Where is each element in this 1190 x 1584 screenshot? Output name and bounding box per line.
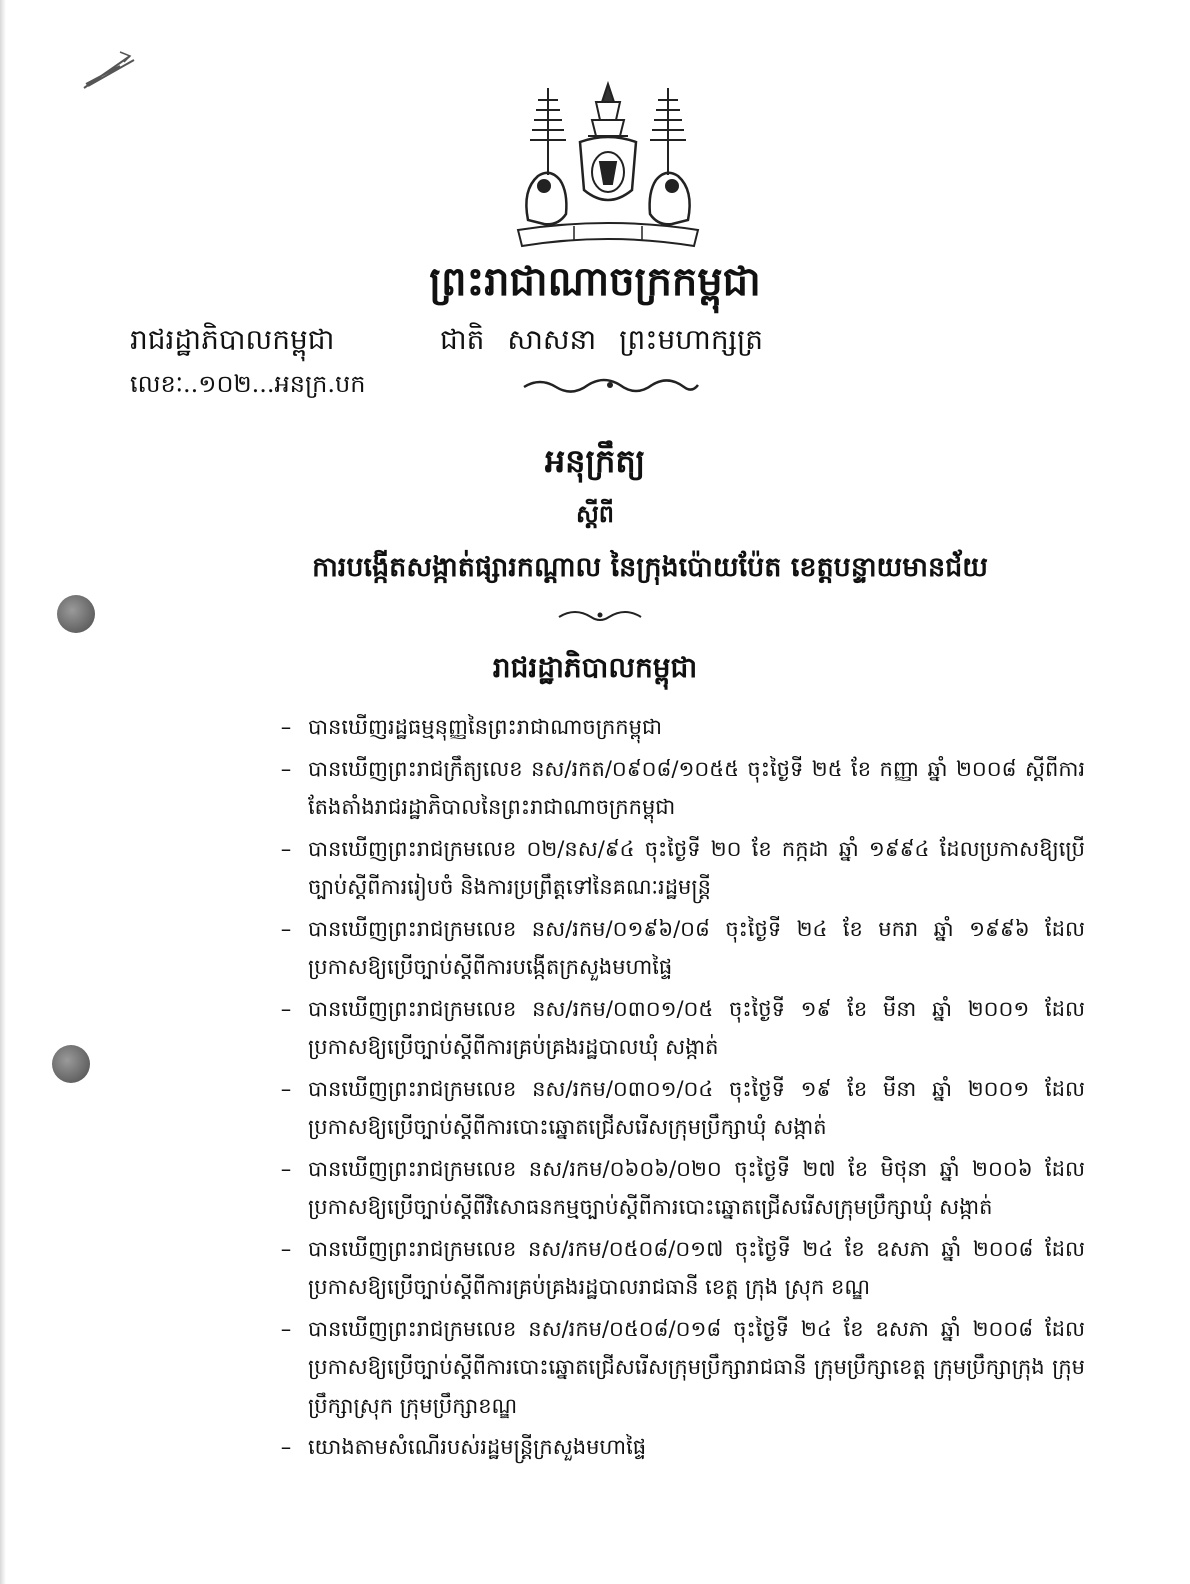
preamble-clause: – បានឃើញព្រះរាជក្រមលេខ ០២/នស/៩៤ ចុះថ្ងៃទី ២០ ខែ កក្កដា ឆ្នាំ ១៩៩៤ ដែលប្រកាសឱ្យប្រើច្បាប់ស្តីពីការរៀបចំ និងការប្រព្រឹត្តទៅនៃគណៈរដ្ឋមន្ត្រី xyxy=(275,830,1085,907)
scan-edge-shadow xyxy=(0,0,6,1584)
dash-bullet-icon: – xyxy=(280,1076,292,1101)
government-name: រាជរដ្ឋាភិបាលកម្ពុជា xyxy=(130,323,335,356)
ornament-divider-icon xyxy=(520,373,700,397)
document-subject: ការបង្កើតសង្កាត់ផ្សារកណ្តាល នៃក្រុងប៉ោយប៉ែត ខេត្តបន្ទាយមានជ័យ xyxy=(312,552,988,583)
dash-bullet-icon: – xyxy=(280,715,292,739)
preamble-clause-list xyxy=(275,708,1085,1470)
preamble-clause: – បានឃើញព្រះរាជក្រមលេខ នស/រកម/០៣០១/០៤ ចុះថ្ងៃទី ១៩ ខែ មីនា ឆ្នាំ ២០០១ ដែលប្រកាសឱ្យប្រើច្បាប់ស្តីពីការបោះឆ្នោតជ្រើសរើសក្រុមប្រឹក្សាឃុំ សង្កាត់ xyxy=(275,1070,1085,1147)
preamble-clause: – យោងតាមសំណើរបស់រដ្ឋមន្ត្រីក្រសួងមហាផ្ទៃ xyxy=(275,1428,1085,1467)
preamble-clause: – បានឃើញព្រះរាជក្រមលេខ នស/រកម/០៣០១/០៥ ចុះថ្ងៃទី ១៩ ខែ មីនា ឆ្នាំ ២០០១ ដែលប្រកាសឱ្យប្រើច្បាប់ស្តីពីការគ្រប់គ្រងរដ្ឋបាលឃុំ សង្កាត់ xyxy=(275,990,1085,1067)
dash-bullet-icon: – xyxy=(280,916,292,941)
preamble-clause: – បានឃើញរដ្ឋធម្មនុញ្ញនៃព្រះរាជាណាចក្រកម្ពុជា xyxy=(275,708,1085,747)
pen-mark xyxy=(80,48,140,93)
dash-bullet-icon: – xyxy=(280,1435,292,1459)
preamble-clause: – បានឃើញព្រះរាជក្រឹត្យលេខ នស/រកត/០៩០៨/១០៥៥ ចុះថ្ងៃទី ២៥ ខែ កញ្ញា ឆ្នាំ ២០០៨ ស្តីពីការតែងតាំងរាជរដ្ឋាភិបាលនៃព្រះរាជាណាចក្រកម្ពុជា xyxy=(275,750,1085,827)
royal-coat-of-arms-icon xyxy=(508,80,708,250)
issuing-authority: រាជរដ្ឋាភិបាលកម្ពុជា xyxy=(492,651,698,684)
preamble-clause: – បានឃើញព្រះរាជក្រមលេខ នស/រកម/០៥០៨/០១៨ ចុះថ្ងៃទី ២៤ ខែ ឧសភា ឆ្នាំ ២០០៨ ដែលប្រកាសឱ្យប្រើច្បាប់ស្តីពីការបោះឆ្នោតជ្រើសរើសក្រុមប្រឹក្សារាជធានី ក្រុមប្រឹក្សាខេត្ត ក្រុមប្រឹក្សាក្រុង ក្រុមប្រឹក្សាស្រុក ក្រុមប្រឹក្សាខណ្ឌ xyxy=(275,1310,1085,1426)
dash-bullet-icon: – xyxy=(280,996,292,1021)
preamble-clause: – បានឃើញព្រះរាជក្រមលេខ នស/រកម/០៥០៨/០១៧ ចុះថ្ងៃទី ២៤ ខែ ឧសភា ឆ្នាំ ២០០៨ ដែលប្រកាសឱ្យប្រើច្បាប់ស្តីពីការគ្រប់គ្រងរដ្ឋបាលរាជធានី ខេត្ត ក្រុង ស្រុក ខណ្ឌ xyxy=(275,1230,1085,1307)
small-ornament-icon xyxy=(555,605,645,625)
dash-bullet-icon: – xyxy=(280,1156,292,1181)
dash-bullet-icon: – xyxy=(280,836,292,861)
kingdom-title: ព្រះរាជាណាចក្រកម្ពុជា xyxy=(429,258,761,305)
punch-hole-lower xyxy=(52,1045,90,1083)
document-type-title: អនុក្រឹត្យ xyxy=(544,442,646,480)
punch-hole-upper xyxy=(57,595,95,633)
preamble-clause: – បានឃើញព្រះរាជក្រមលេខ នស/រកម/០៦០៦/០២០ ចុះថ្ងៃទី ២៧ ខែ មិថុនា ឆ្នាំ ២០០៦ ដែលប្រកាសឱ្យប្រើច្បាប់ស្តីពីវិសោធនកម្មច្បាប់ស្តីពីការបោះឆ្នោតជ្រើសរើសក្រុមប្រឹក្សាឃុំ សង្កាត់ xyxy=(275,1150,1085,1227)
national-motto: ជាតិ សាសនា ព្រះមហាក្សត្រ xyxy=(440,323,764,356)
dash-bullet-icon: – xyxy=(280,756,292,781)
dash-bullet-icon: – xyxy=(280,1316,292,1341)
about-label: ស្តីពី xyxy=(575,499,615,528)
reference-number: លេខៈ..១០២...អនក្រ.បក xyxy=(130,370,366,398)
dash-bullet-icon: – xyxy=(280,1236,292,1261)
preamble-clause: – បានឃើញព្រះរាជក្រមលេខ នស/រកម/០១៩៦/០៨ ចុះថ្ងៃទី ២៤ ខែ មករា ឆ្នាំ ១៩៩៦ ដែលប្រកាសឱ្យប្រើច្បាប់ស្តីពីការបង្កើតក្រសួងមហាផ្ទៃ xyxy=(275,910,1085,987)
